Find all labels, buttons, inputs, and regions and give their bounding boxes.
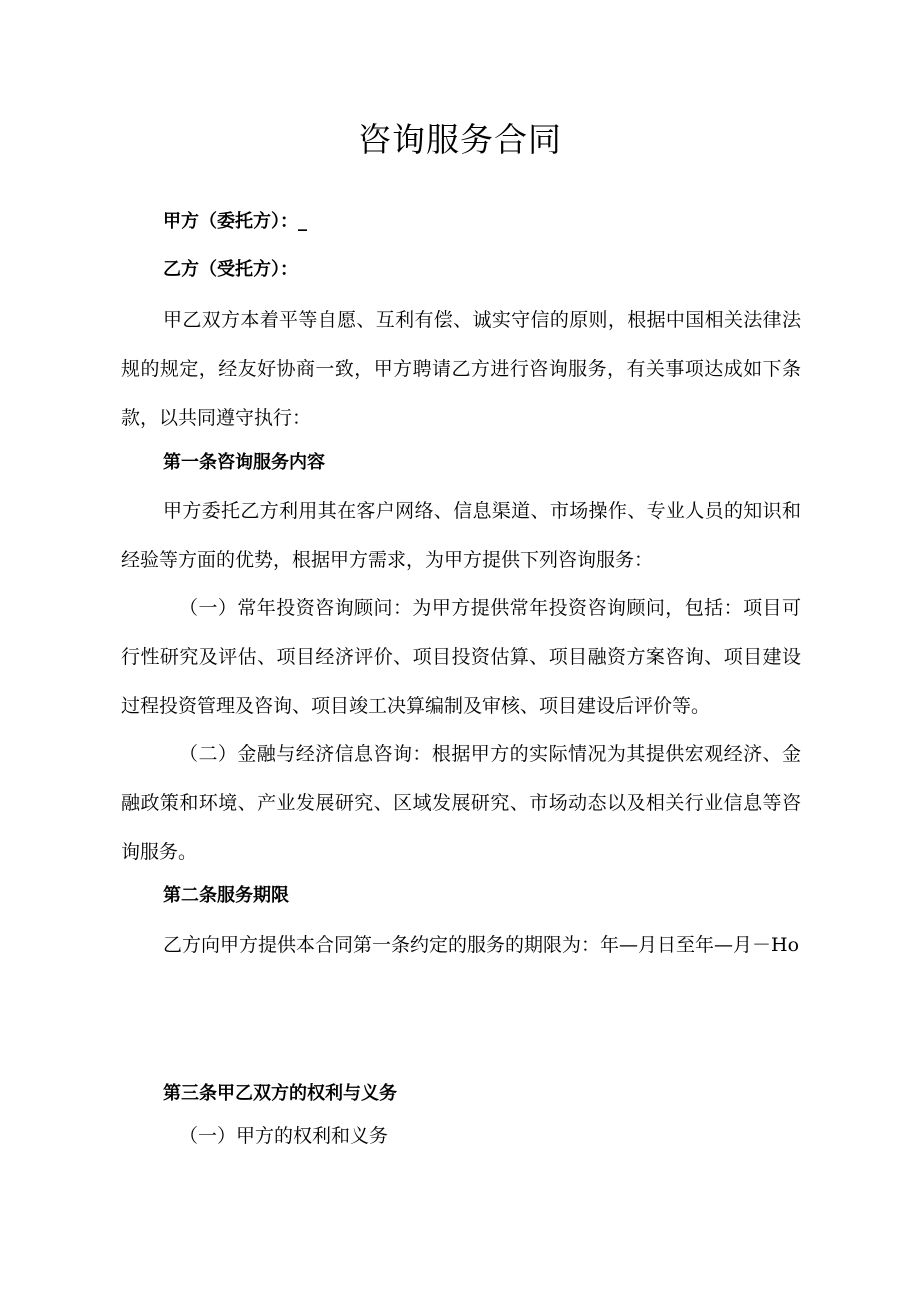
article-1-heading: 第一条咨询服务内容 <box>163 452 325 473</box>
document-title: 咨询服务合同 <box>358 120 562 159</box>
article-2-heading: 第二条服务期限 <box>163 885 289 906</box>
party-b-label: 乙方（受托方）： <box>163 259 298 280</box>
article-1-item-2: （二）金融与经济信息咨询：根据甲方的实际情况为其提供宏观经济、金融政策和环境、产业发展研究、区域发展研究、市场动态以及相关行业信息等咨询服务。 <box>121 743 801 863</box>
party-a-label: 甲方（委托方）：_ <box>163 211 307 232</box>
article-3-heading: 第三条甲乙双方的权利与义务 <box>163 1083 397 1104</box>
intro-paragraph: 甲乙双方本着平等自愿、互利有偿、诚实守信的原则，根据中国相关法律法规的规定，经友好协商一致，甲方聘请乙方进行咨询服务，有关事项达成如下条款，以共同遵守执行： <box>121 309 801 429</box>
article-1-body: 甲方委托乙方利用其在客户网络、信息渠道、市场操作、专业人员的知识和经验等方面的优势，根据甲方需求，为甲方提供下列咨询服务： <box>121 500 801 571</box>
article-2-body: 乙方向甲方提供本合同第一条约定的服务的期限为：年—月日至年—月－Ho <box>163 934 800 956</box>
article-1-item-1: （一）常年投资咨询顾问：为甲方提供常年投资咨询顾问，包括：项目可行性研究及评估、项目经济评价、项目投资估算、项目融资方案咨询、项目建设过程投资管理及咨询、项目竣工决算编制及审核、项目建设后评价等。 <box>121 597 801 717</box>
article-3-sub-1: （一）甲方的权利和义务 <box>179 1125 389 1147</box>
